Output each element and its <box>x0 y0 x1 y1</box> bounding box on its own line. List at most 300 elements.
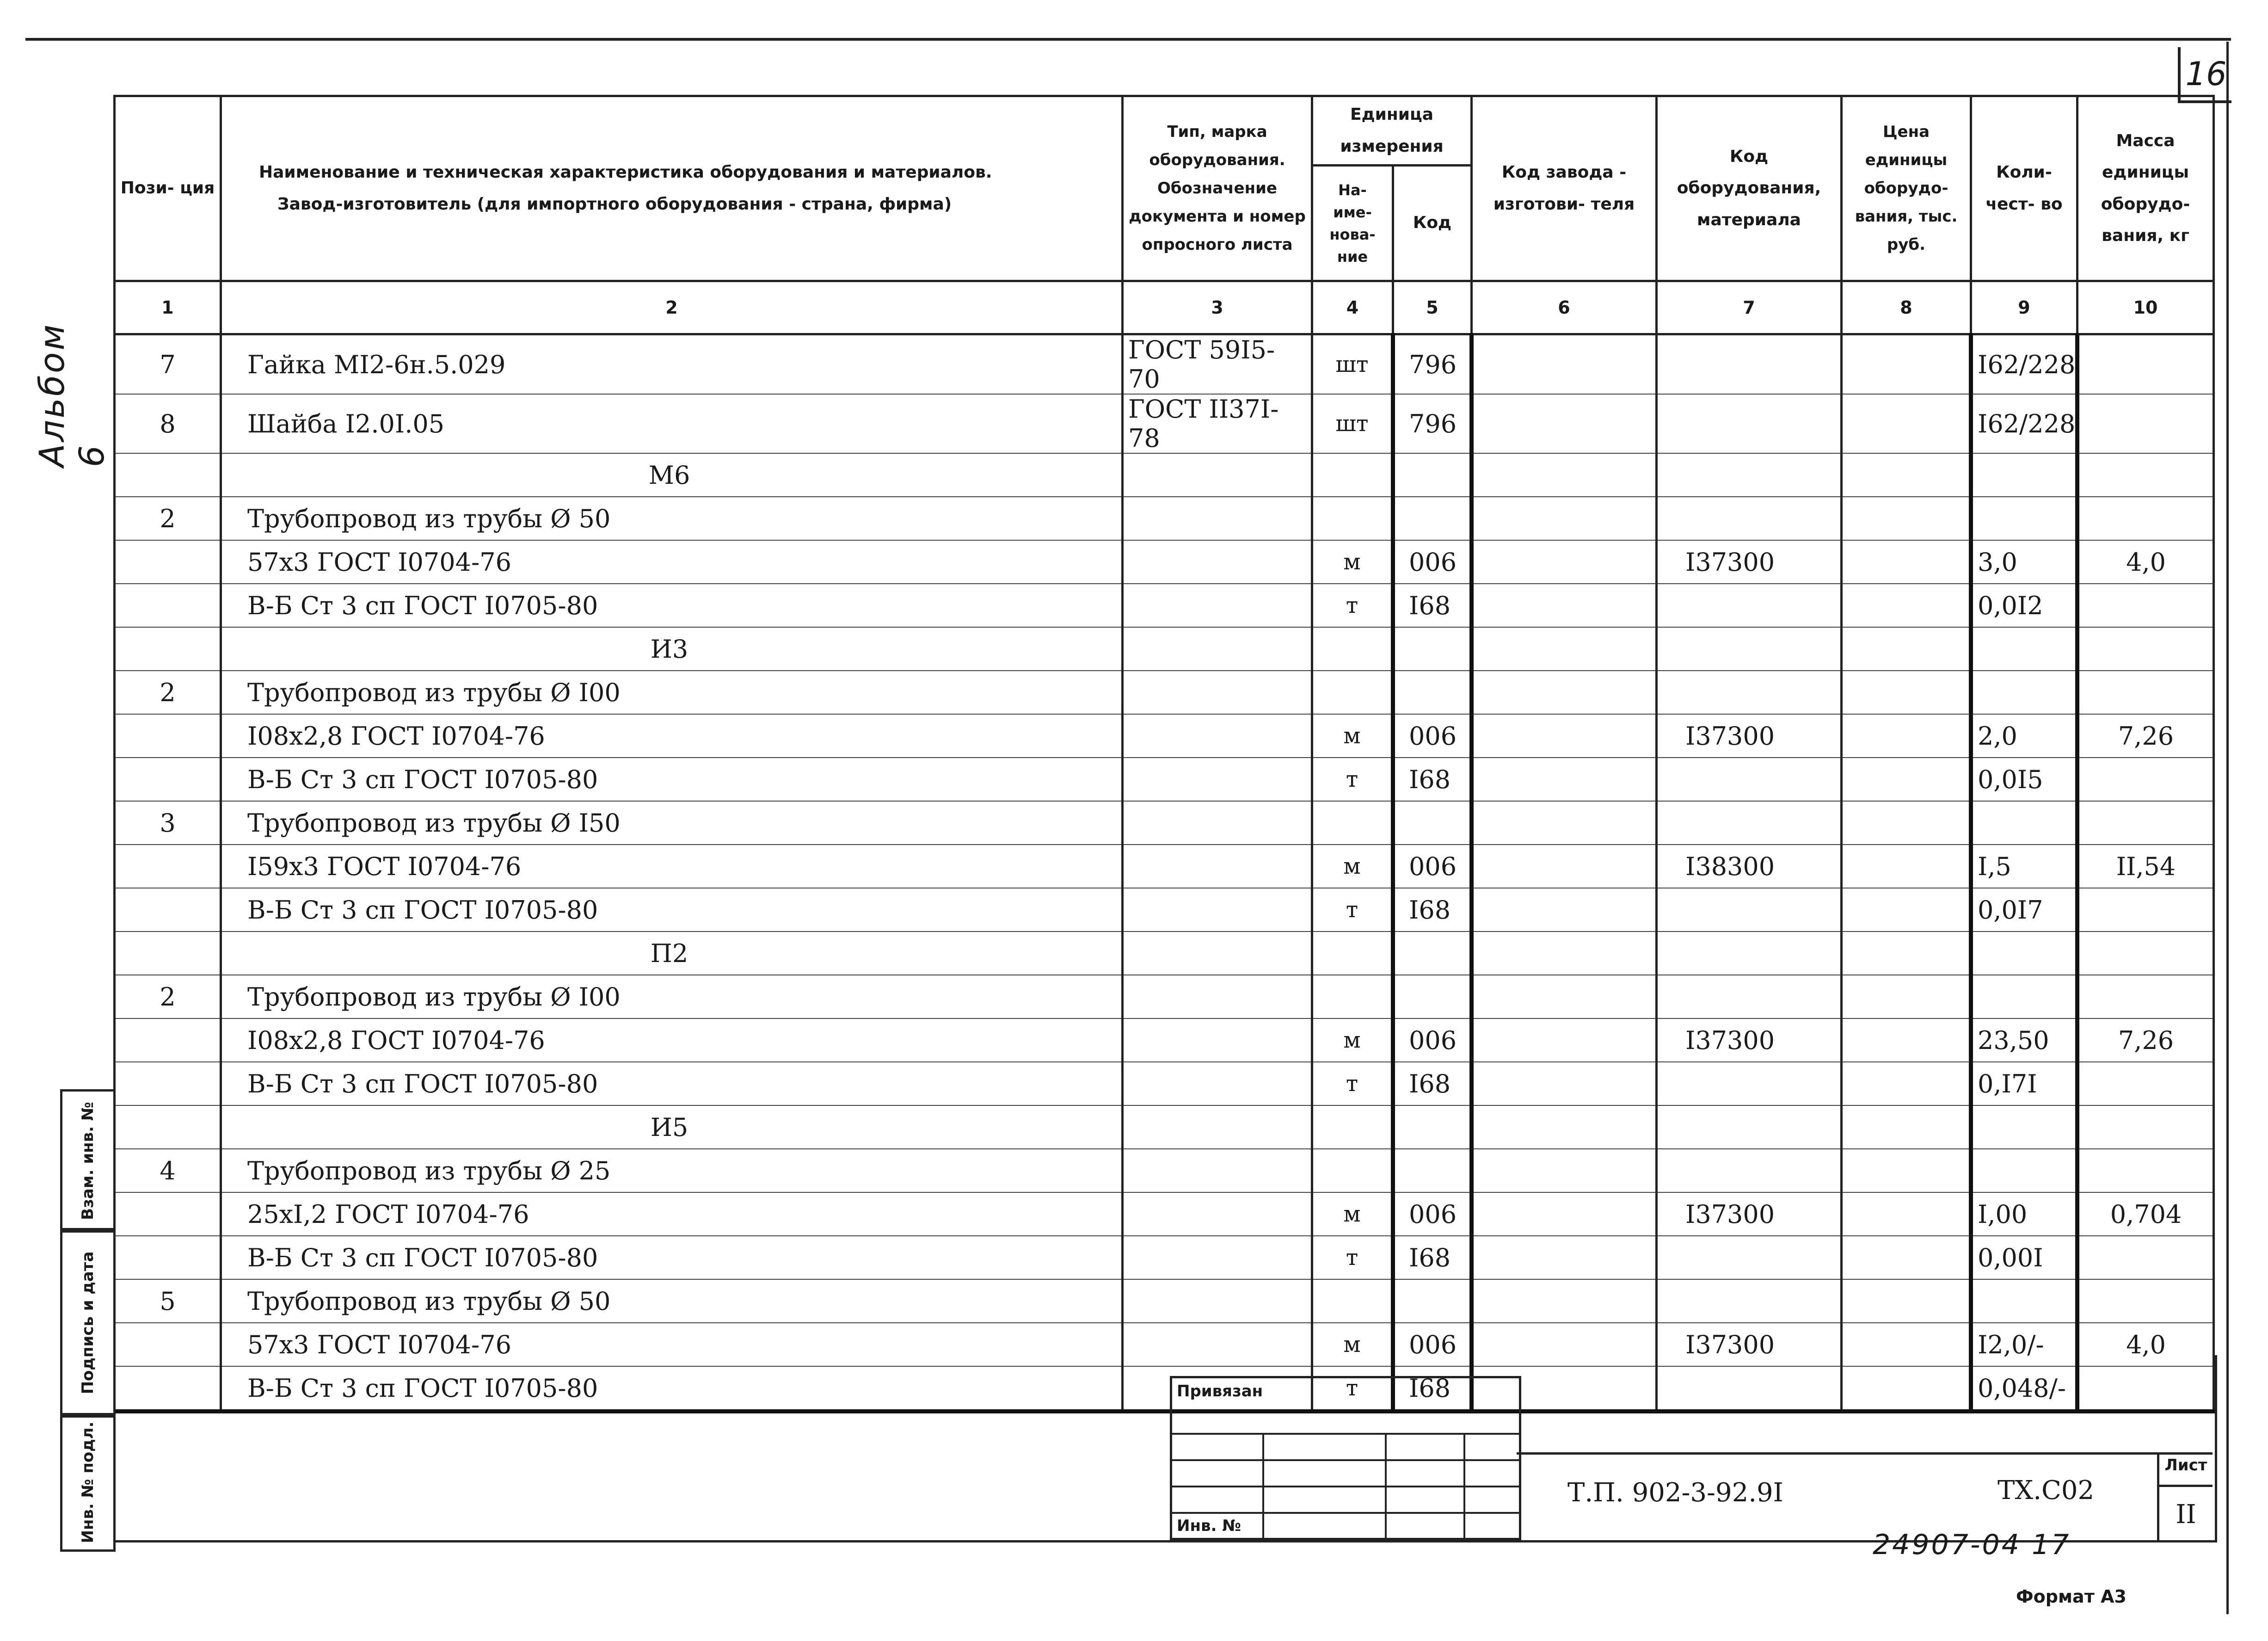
stamp-divider <box>1172 1486 1519 1487</box>
table-row <box>115 497 2214 540</box>
sheet-number-box <box>2157 1452 2213 1540</box>
cell-manufacturer-code <box>1472 801 1657 845</box>
cell-mass <box>2077 1236 2214 1279</box>
cell-position <box>115 888 221 932</box>
table-row <box>115 1062 2214 1105</box>
cell-unit-name <box>1312 497 1393 540</box>
cell-price <box>1842 1149 1971 1192</box>
cell-unit-code: I68 <box>1393 1366 1472 1412</box>
cell-mass: 0,704 <box>2077 1192 2214 1236</box>
cell-unit-name <box>1312 1149 1393 1192</box>
binding-stamp-label: Привязан <box>1177 1382 1263 1400</box>
cell-name: 57х3 ГОСТ I0704-76 <box>221 540 1123 584</box>
table-body <box>115 334 2214 1412</box>
cell-equipment-code: I37300 <box>1657 714 1842 758</box>
cell-equipment-code: I37300 <box>1657 1323 1842 1366</box>
cell-position <box>115 1236 221 1279</box>
header-equipment-code: Код оборудования, материала <box>1657 96 1842 281</box>
cell-unit-code: 006 <box>1393 845 1472 888</box>
section-title: М6 <box>221 453 1123 497</box>
column-number-row <box>115 281 2214 334</box>
cell-equipment-code <box>1657 334 1842 395</box>
cell-price <box>1842 1062 1971 1105</box>
cell-position <box>115 1018 221 1062</box>
cell-quantity: 0,I7I <box>1971 1062 2077 1105</box>
empty-cell <box>1393 932 1472 975</box>
cell-price <box>1842 758 1971 801</box>
cell-price <box>1842 671 1971 714</box>
cell-manufacturer-code <box>1472 584 1657 627</box>
empty-cell <box>1842 932 1971 975</box>
cell-mass <box>2077 975 2214 1018</box>
empty-cell <box>1312 453 1393 497</box>
cell-quantity: 0,00I <box>1971 1236 2077 1279</box>
cell-type <box>1123 1192 1312 1236</box>
empty-cell <box>1842 627 1971 671</box>
empty-cell <box>1657 932 1842 975</box>
cell-position <box>115 1192 221 1236</box>
empty-cell <box>1472 932 1657 975</box>
cell-equipment-code: I37300 <box>1657 540 1842 584</box>
cell-name: В-Б Ст 3 сп ГОСТ I0705-80 <box>221 1236 1123 1279</box>
cell-price <box>1842 714 1971 758</box>
cell-name: 57х3 ГОСТ I0704-76 <box>221 1323 1123 1366</box>
cell-manufacturer-code <box>1472 1062 1657 1105</box>
table-row <box>115 758 2214 801</box>
margin-stamp-original <box>60 1413 116 1552</box>
cell-name: В-Б Ст 3 сп ГОСТ I0705-80 <box>221 1366 1123 1412</box>
header-mass: Масса единицы оборудо- вания, кг <box>2077 96 2214 281</box>
cell-manufacturer-code <box>1472 758 1657 801</box>
cell-position: 4 <box>115 1149 221 1192</box>
stamp-divider <box>1172 1512 1519 1514</box>
table-row <box>115 1018 2214 1062</box>
cell-mass <box>2077 801 2214 845</box>
cell-price <box>1842 540 1971 584</box>
cell-equipment-code <box>1657 671 1842 714</box>
cell-unit-code: I68 <box>1393 584 1472 627</box>
cell-price <box>1842 1236 1971 1279</box>
cell-manufacturer-code <box>1472 394 1657 453</box>
cell-mass: 4,0 <box>2077 540 2214 584</box>
sheet-label: Лист <box>2164 1456 2207 1474</box>
cell-position: 2 <box>115 975 221 1018</box>
cell-mass <box>2077 394 2214 453</box>
cell-position <box>115 845 221 888</box>
column-number: 6 <box>1472 281 1657 334</box>
cell-manufacturer-code <box>1472 1149 1657 1192</box>
cell-position: 2 <box>115 497 221 540</box>
cell-type <box>1123 975 1312 1018</box>
cell-type <box>1123 1236 1312 1279</box>
stamp-divider <box>1172 1459 1519 1461</box>
cell-quantity <box>1971 1279 2077 1323</box>
cell-mass <box>2077 1062 2214 1105</box>
cell-mass <box>2077 497 2214 540</box>
cell-manufacturer-code <box>1472 975 1657 1018</box>
cell-unit-name <box>1312 801 1393 845</box>
table-row <box>115 888 2214 932</box>
cell-type <box>1123 1149 1312 1192</box>
cell-unit-name: м <box>1312 714 1393 758</box>
cell-mass: II,54 <box>2077 845 2214 888</box>
specification-table <box>113 95 2215 1413</box>
cell-unit-name <box>1312 975 1393 1018</box>
table-row <box>115 394 2214 453</box>
column-number: 7 <box>1657 281 1842 334</box>
empty-cell <box>1472 627 1657 671</box>
column-number: 5 <box>1393 281 1472 334</box>
right-border-line <box>2226 42 2229 1614</box>
table-row <box>115 584 2214 627</box>
footer-frame <box>113 1355 2217 1542</box>
cell-name: В-Б Ст 3 сп ГОСТ I0705-80 <box>221 758 1123 801</box>
cell-unit-code <box>1393 497 1472 540</box>
cell-name: Гайка МI2-6н.5.029 <box>221 334 1123 395</box>
cell-name: В-Б Ст 3 сп ГОСТ I0705-80 <box>221 888 1123 932</box>
cell-quantity: I2,0/- <box>1971 1323 2077 1366</box>
cell-unit-code: 006 <box>1393 540 1472 584</box>
table-row <box>115 1236 2214 1279</box>
cell-equipment-code <box>1657 1062 1842 1105</box>
document-code: Т.П. 902-3-92.9I <box>1567 1478 1783 1508</box>
cell-type <box>1123 714 1312 758</box>
cell-unit-code: 006 <box>1393 1323 1472 1366</box>
format-label: Формат А3 <box>2016 1586 2127 1607</box>
stamp-divider <box>1463 1433 1465 1538</box>
cell-price <box>1842 975 1971 1018</box>
cell-unit-code: I68 <box>1393 888 1472 932</box>
margin-stamp-original-label: Инв. № подл. <box>79 1421 97 1543</box>
cell-price <box>1842 1018 1971 1062</box>
column-number: 10 <box>2077 281 2214 334</box>
cell-quantity: I,5 <box>1971 845 2077 888</box>
cell-position <box>115 540 221 584</box>
cell-manufacturer-code <box>1472 1018 1657 1062</box>
cell-type: ГОСТ 59I5-70 <box>1123 334 1312 395</box>
table-row <box>115 975 2214 1018</box>
table-row <box>115 845 2214 888</box>
cell-unit-name: т <box>1312 1062 1393 1105</box>
document-mark: ТХ.С02 <box>1998 1475 2095 1505</box>
section-row <box>115 453 2214 497</box>
cell-type <box>1123 888 1312 932</box>
binding-stamp-box <box>1170 1376 1521 1540</box>
cell-mass <box>2077 888 2214 932</box>
cell-name: Трубопровод из трубы Ø I00 <box>221 975 1123 1018</box>
header-name-line1: Наименование и техническая характеристика оборудования и материалов. <box>259 163 992 182</box>
header-name-line2: Завод-изготовитель (для импортного оборудования - страна, фирма) <box>277 194 952 214</box>
column-number: 3 <box>1123 281 1312 334</box>
empty-cell <box>1123 932 1312 975</box>
stamp-divider <box>1385 1433 1387 1538</box>
cell-price <box>1842 334 1971 395</box>
cell-quantity <box>1971 1149 2077 1192</box>
header-name <box>221 96 1123 281</box>
empty-cell <box>1123 453 1312 497</box>
cell-quantity: 0,0I5 <box>1971 758 2077 801</box>
empty-cell <box>1971 453 2077 497</box>
cell-equipment-code <box>1657 1149 1842 1192</box>
cell-type <box>1123 540 1312 584</box>
margin-stamp-signature <box>60 1228 116 1418</box>
empty-cell <box>1393 453 1472 497</box>
cell-position <box>115 932 221 975</box>
cell-equipment-code <box>1657 584 1842 627</box>
cell-price <box>1842 497 1971 540</box>
cell-position: 8 <box>115 394 221 453</box>
inventory-number: 24907-04 17 <box>1873 1529 2071 1561</box>
cell-position <box>115 453 221 497</box>
cell-price <box>1842 845 1971 888</box>
cell-unit-name <box>1312 671 1393 714</box>
table-row <box>115 334 2214 395</box>
empty-cell <box>1971 932 2077 975</box>
cell-unit-code: 006 <box>1393 714 1472 758</box>
cell-equipment-code <box>1657 1279 1842 1323</box>
cell-type: ГОСТ II37I-78 <box>1123 394 1312 453</box>
cell-name: Шайба I2.0I.05 <box>221 394 1123 453</box>
cell-equipment-code: I37300 <box>1657 1192 1842 1236</box>
empty-cell <box>1657 1105 1842 1149</box>
cell-unit-name: м <box>1312 1018 1393 1062</box>
cell-unit-name: м <box>1312 1323 1393 1366</box>
cell-position <box>115 1105 221 1149</box>
cell-quantity: 3,0 <box>1971 540 2077 584</box>
cell-manufacturer-code <box>1472 845 1657 888</box>
cell-mass <box>2077 334 2214 395</box>
cell-equipment-code: I38300 <box>1657 845 1842 888</box>
empty-cell <box>1123 1105 1312 1149</box>
empty-cell <box>1842 453 1971 497</box>
cell-type <box>1123 584 1312 627</box>
cell-manufacturer-code <box>1472 671 1657 714</box>
cell-equipment-code <box>1657 888 1842 932</box>
section-title: И5 <box>221 1105 1123 1149</box>
cell-mass: 7,26 <box>2077 1018 2214 1062</box>
cell-position <box>115 584 221 627</box>
cell-position: 3 <box>115 801 221 845</box>
margin-stamp-replacement-label: Взам. инв. № <box>79 1102 97 1220</box>
cell-mass <box>2077 671 2214 714</box>
cell-equipment-code <box>1657 497 1842 540</box>
cell-price <box>1842 1279 1971 1323</box>
cell-type <box>1123 758 1312 801</box>
empty-cell <box>1842 1105 1971 1149</box>
margin-stamp-signature-label: Подпись и дата <box>79 1251 97 1394</box>
cell-name: В-Б Ст 3 сп ГОСТ I0705-80 <box>221 1062 1123 1105</box>
cell-quantity: 2,0 <box>1971 714 2077 758</box>
empty-cell <box>1472 453 1657 497</box>
title-block-line <box>1517 1452 2213 1455</box>
cell-price <box>1842 394 1971 453</box>
empty-cell <box>1971 627 2077 671</box>
cell-unit-code: 796 <box>1393 334 1472 395</box>
cell-unit-name: т <box>1312 584 1393 627</box>
cell-mass <box>2077 1149 2214 1192</box>
cell-unit-code: I68 <box>1393 758 1472 801</box>
cell-name: I08х2,8 ГОСТ I0704-76 <box>221 714 1123 758</box>
cell-mass: 7,26 <box>2077 714 2214 758</box>
empty-cell <box>1472 1105 1657 1149</box>
table-row <box>115 1279 2214 1323</box>
cell-quantity: 0,0I2 <box>1971 584 2077 627</box>
cell-price <box>1842 584 1971 627</box>
header-price: Цена единицы оборудо- вания, тыс. руб. <box>1842 96 1971 281</box>
section-title: П2 <box>221 932 1123 975</box>
cell-name: 25хI,2 ГОСТ I0704-76 <box>221 1192 1123 1236</box>
cell-position <box>115 1062 221 1105</box>
cell-quantity <box>1971 801 2077 845</box>
table-row <box>115 714 2214 758</box>
empty-cell <box>2077 932 2214 975</box>
stamp-divider <box>1172 1433 1519 1435</box>
column-number: 1 <box>115 281 221 334</box>
column-number: 2 <box>221 281 1123 334</box>
table-header <box>115 96 2214 334</box>
cell-unit-code <box>1393 975 1472 1018</box>
empty-cell <box>1393 1105 1472 1149</box>
table-row <box>115 671 2214 714</box>
cell-equipment-code <box>1657 758 1842 801</box>
cell-quantity: 23,50 <box>1971 1018 2077 1062</box>
cell-quantity: 0,048/- <box>1971 1366 2077 1412</box>
cell-manufacturer-code <box>1472 1236 1657 1279</box>
cell-unit-code: 006 <box>1393 1192 1472 1236</box>
cell-price <box>1842 1192 1971 1236</box>
cell-equipment-code <box>1657 975 1842 1018</box>
empty-cell <box>1312 1105 1393 1149</box>
cell-unit-code <box>1393 671 1472 714</box>
cell-name: Трубопровод из трубы Ø 50 <box>221 1279 1123 1323</box>
cell-quantity: I62/228 <box>1971 334 2077 395</box>
cell-unit-code <box>1393 1149 1472 1192</box>
table-row <box>115 1192 2214 1236</box>
cell-name: Трубопровод из трубы Ø I00 <box>221 671 1123 714</box>
section-row <box>115 627 2214 671</box>
header-type: Тип, марка оборудования. Обозначение документа и номер опросного листа <box>1123 96 1312 281</box>
cell-equipment-code <box>1657 1236 1842 1279</box>
cell-manufacturer-code <box>1472 1279 1657 1323</box>
cell-name: I59х3 ГОСТ I0704-76 <box>221 845 1123 888</box>
header-unit-code: Код <box>1393 166 1472 281</box>
cell-unit-name: шт <box>1312 394 1393 453</box>
cell-manufacturer-code <box>1472 888 1657 932</box>
section-title: И3 <box>221 627 1123 671</box>
cell-position: 5 <box>115 1279 221 1323</box>
cell-name: Трубопровод из трубы Ø 25 <box>221 1149 1123 1192</box>
cell-unit-code <box>1393 1279 1472 1323</box>
cell-unit-code: 006 <box>1393 1018 1472 1062</box>
cell-name: Трубопровод из трубы Ø 50 <box>221 497 1123 540</box>
cell-type <box>1123 1018 1312 1062</box>
cell-unit-name: м <box>1312 1192 1393 1236</box>
cell-unit-code <box>1393 801 1472 845</box>
cell-unit-code: I68 <box>1393 1236 1472 1279</box>
header-position: Пози- ция <box>115 96 221 281</box>
top-border-line <box>25 38 2231 41</box>
column-number: 9 <box>1971 281 2077 334</box>
table-row <box>115 540 2214 584</box>
cell-manufacturer-code <box>1472 497 1657 540</box>
cell-mass: 4,0 <box>2077 1323 2214 1366</box>
cell-manufacturer-code <box>1472 1192 1657 1236</box>
cell-equipment-code: I37300 <box>1657 1018 1842 1062</box>
cell-name: I08х2,8 ГОСТ I0704-76 <box>221 1018 1123 1062</box>
empty-cell <box>2077 453 2214 497</box>
empty-cell <box>1312 932 1393 975</box>
empty-cell <box>2077 1105 2214 1149</box>
cell-unit-name: м <box>1312 845 1393 888</box>
table-row <box>115 1149 2214 1192</box>
cell-quantity: I62/228 <box>1971 394 2077 453</box>
cell-unit-name <box>1312 1279 1393 1323</box>
empty-cell <box>1657 627 1842 671</box>
cell-price <box>1842 888 1971 932</box>
cell-quantity: 0,0I7 <box>1971 888 2077 932</box>
empty-cell <box>1393 627 1472 671</box>
cell-equipment-code <box>1657 394 1842 453</box>
header-unit-group: Единица измерения <box>1312 96 1472 166</box>
column-number: 8 <box>1842 281 1971 334</box>
empty-cell <box>1123 627 1312 671</box>
cell-manufacturer-code <box>1472 714 1657 758</box>
cell-quantity <box>1971 497 2077 540</box>
table-row <box>115 801 2214 845</box>
header-manufacturer-code: Код завода - изготови- теля <box>1472 96 1657 281</box>
cell-position: 2 <box>115 671 221 714</box>
cell-position: 7 <box>115 334 221 395</box>
cell-type <box>1123 671 1312 714</box>
cell-quantity: I,00 <box>1971 1192 2077 1236</box>
cell-position <box>115 758 221 801</box>
sheet-number: II <box>2159 1485 2213 1542</box>
cell-type <box>1123 1279 1312 1323</box>
cell-unit-name: м <box>1312 540 1393 584</box>
cell-manufacturer-code <box>1472 334 1657 395</box>
cell-unit-name: шт <box>1312 334 1393 395</box>
cell-unit-name: т <box>1312 888 1393 932</box>
empty-cell <box>1312 627 1393 671</box>
cell-position <box>115 714 221 758</box>
section-row <box>115 1105 2214 1149</box>
sheet-corner-number: 16 <box>2178 47 2231 103</box>
cell-name: Трубопровод из трубы Ø I50 <box>221 801 1123 845</box>
column-number: 4 <box>1312 281 1393 334</box>
header-unit-name: На- име- нова- ние <box>1312 166 1393 281</box>
cell-unit-name: т <box>1312 758 1393 801</box>
cell-equipment-code <box>1657 801 1842 845</box>
margin-stamp-replacement <box>60 1089 116 1233</box>
cell-unit-name: т <box>1312 1366 1393 1412</box>
cell-name: В-Б Ст 3 сп ГОСТ I0705-80 <box>221 584 1123 627</box>
cell-position <box>115 627 221 671</box>
empty-cell <box>1971 1105 2077 1149</box>
header-quantity: Коли- чест- во <box>1971 96 2077 281</box>
empty-cell <box>2077 627 2214 671</box>
cell-type <box>1123 845 1312 888</box>
empty-cell <box>1657 453 1842 497</box>
stamp-divider <box>1262 1433 1264 1538</box>
cell-quantity <box>1971 975 2077 1018</box>
cell-unit-code: I68 <box>1393 1062 1472 1105</box>
cell-quantity <box>1971 671 2077 714</box>
stamp-inv-label: Инв. № <box>1177 1517 1242 1535</box>
cell-manufacturer-code <box>1472 540 1657 584</box>
cell-unit-code: 796 <box>1393 394 1472 453</box>
cell-mass <box>2077 758 2214 801</box>
cell-unit-name: т <box>1312 1236 1393 1279</box>
